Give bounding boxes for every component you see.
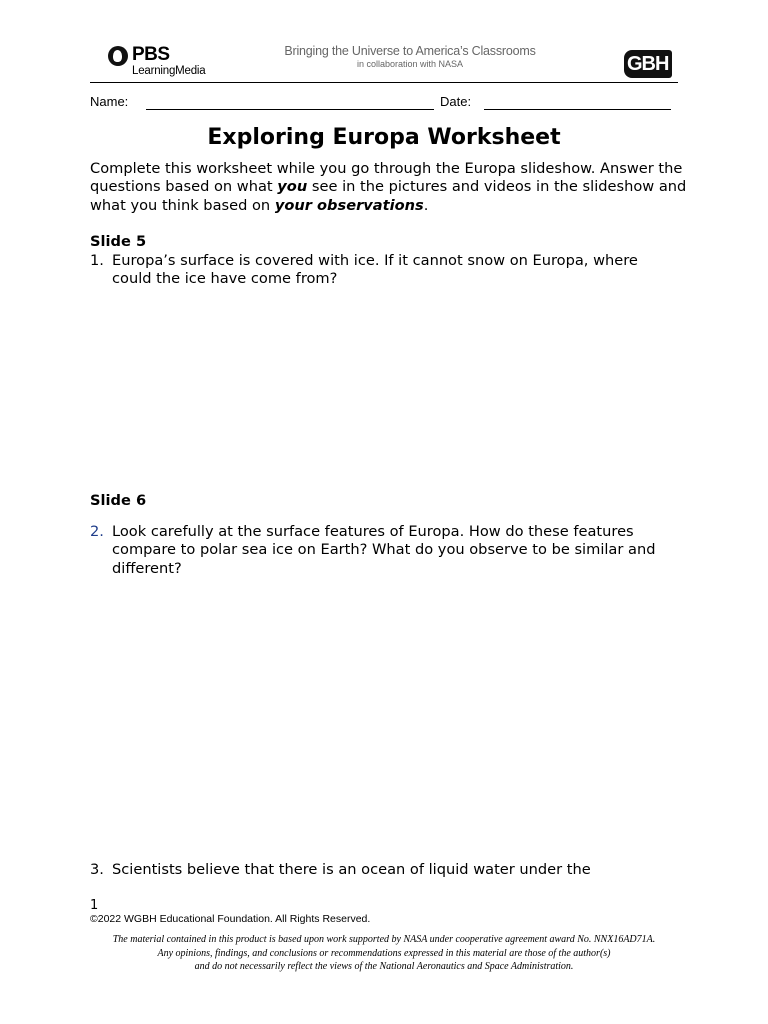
disclaimer-line-1: The material contained in this product is based upon work supported by NASA under cooperative agreement award No. NNX16AD71A. — [112, 934, 656, 945]
question-1-text: Europa’s surface is covered with ice. If it cannot snow on Europa, where could the ice have come from? — [112, 252, 638, 288]
intro-emphasis-observations: your observations — [274, 196, 424, 214]
intro-text-2: see in the pictures and videos in the slideshow and what you think based on — [90, 178, 687, 214]
intro-paragraph — [90, 160, 690, 215]
question-3-text: Scientists believe that there is an ocean of liquid water under the — [112, 861, 591, 878]
name-label: Name: — [90, 94, 129, 109]
gbh-logo-text: GBH — [627, 53, 669, 75]
slide-5-heading: Slide 5 — [90, 233, 147, 250]
intro-emphasis-you: you — [277, 178, 308, 196]
pbs-head-icon — [108, 46, 128, 66]
question-2-number: 2. — [90, 523, 104, 540]
answer-area-2[interactable] — [112, 582, 672, 852]
disclaimer-line-3: and do not necessarily reflect the views of the National Aeronautics and Space Administration. — [194, 961, 574, 972]
header-tagline — [250, 44, 570, 69]
pbs-sub: LearningMedia — [132, 65, 206, 77]
page-title: Exploring Europa Worksheet — [207, 125, 561, 150]
pbs-learningmedia-logo — [108, 44, 208, 82]
name-field[interactable] — [146, 109, 434, 110]
date-label: Date: — [440, 94, 472, 109]
date-field[interactable] — [484, 109, 671, 110]
disclaimer-line-2: Any opinions, findings, and conclusions or recommendations expressed in this material are those of the author(s) — [157, 947, 611, 959]
slide-6-heading: Slide 6 — [90, 492, 147, 509]
question-1-number: 1. — [90, 252, 104, 269]
tagline-sub: in collaboration with NASA — [356, 59, 464, 69]
intro-text-3: . — [423, 196, 429, 214]
header-divider — [90, 82, 678, 83]
funding-disclaimer — [90, 933, 678, 974]
gbh-logo — [624, 50, 672, 80]
pbs-brand: PBS — [132, 44, 170, 65]
question-2-text: Look carefully at the surface features of Europa. How do these features compare to polar sea ice on Earth? What do you observe to be similar and different? — [112, 523, 656, 577]
copyright: ©2022 WGBH Educational Foundation. All Rights Reserved. — [90, 913, 371, 925]
page-number: 1 — [90, 898, 99, 913]
answer-area-1[interactable] — [112, 292, 672, 482]
intro-text-1: Complete this worksheet while you go through the Europa slideshow. Answer the questions based on what — [90, 160, 683, 196]
question-3-number: 3. — [90, 861, 104, 878]
tagline-main: Bringing the Universe to America’s Classrooms — [284, 44, 536, 58]
